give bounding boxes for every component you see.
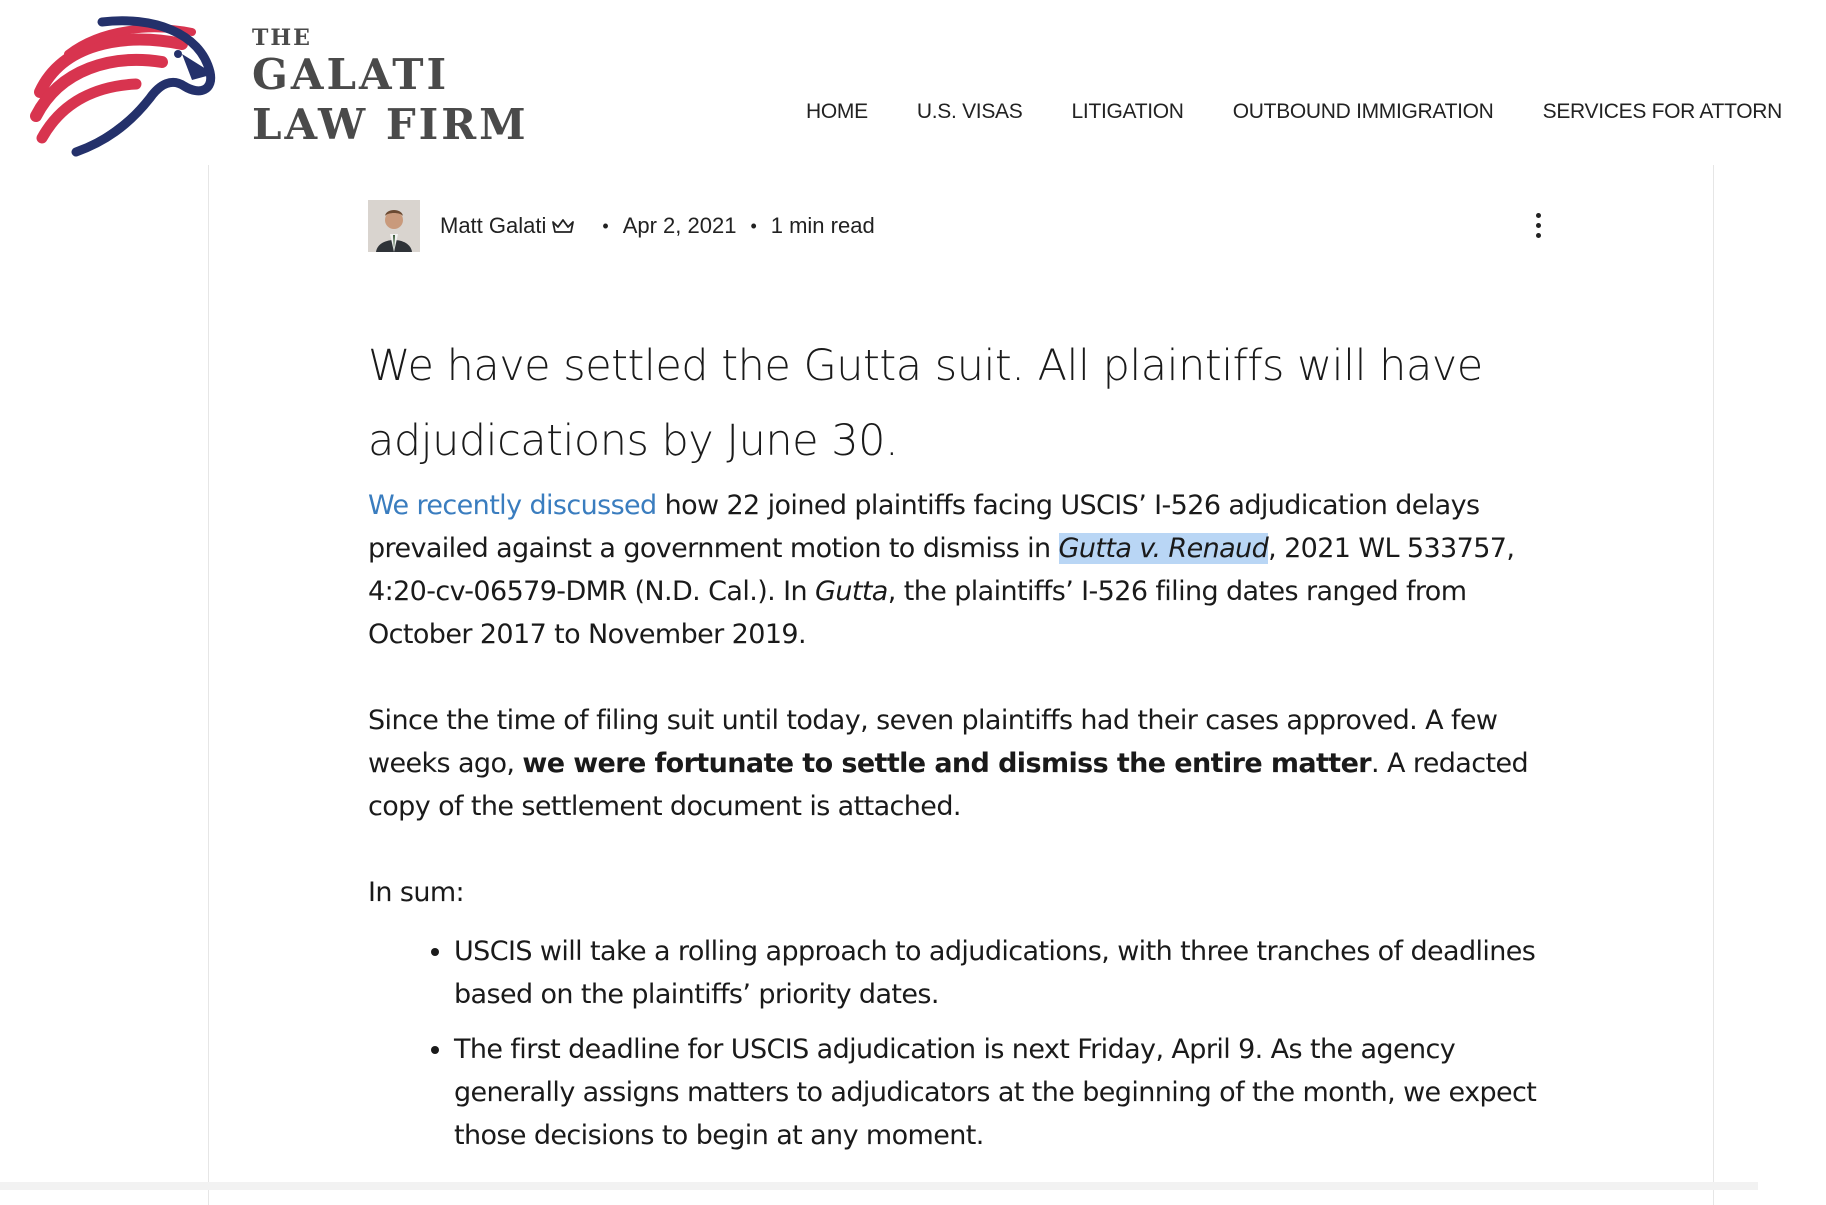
eagle-logo-icon[interactable] (32, 14, 222, 159)
nav-home[interactable]: HOME (806, 100, 868, 123)
avatar[interactable] (368, 200, 420, 252)
brand-wordmark[interactable] (252, 26, 529, 150)
list-item: • USCIS will take a rolling approach to adjudications, with three tranches of deadlines based on the plaintiffs’ priority dates. (454, 930, 1548, 1016)
paragraph-text: . A redacted copy of the settlement document is attached. (368, 748, 1529, 822)
nav-us-visas[interactable]: U.S. VISAS (916, 100, 1023, 123)
paragraph-text: how 22 joined plaintiffs facing USCIS’ I-526 adjudication delays prevailed against a government motion to dismiss in (368, 490, 1480, 564)
brand-the: THE (252, 25, 312, 51)
paragraph-text: , 2021 WL 533757, 4:20-cv-06579-DMR (N.D. Cal.). In (368, 533, 1515, 607)
brand-line-2: LAW FIRM (252, 100, 529, 149)
site-header (0, 0, 1782, 165)
post-meta (368, 200, 875, 252)
post-body (368, 484, 1548, 1169)
post-date: Apr 2, 2021 (622, 213, 737, 238)
meta-separator: • (602, 215, 609, 236)
main-nav (806, 100, 1826, 124)
summary-list (368, 930, 1548, 1157)
post-title: We have settled the Gutta suit. All plaintiffs will have adjudications by June 30. (368, 340, 1483, 466)
author-photo-icon (368, 200, 420, 252)
bold-statement: we were fortunate to settle and dismiss the entire matter (522, 748, 1372, 779)
crown-icon (552, 218, 574, 234)
more-options-icon[interactable] (1526, 210, 1550, 242)
brand-line-1: GALATI (252, 50, 450, 99)
nav-outbound-immigration[interactable]: OUTBOUND IMMIGRATION (1232, 100, 1494, 123)
discussed-link[interactable]: We recently discussed (368, 490, 657, 521)
nav-litigation[interactable]: LITIGATION (1071, 100, 1184, 123)
author-name[interactable]: Matt Galati (440, 213, 547, 238)
case-name-short: Gutta (815, 576, 888, 607)
paragraph-3: In sum: (368, 877, 465, 908)
paragraph-2 (368, 699, 1548, 828)
paragraph-text: Since the time of filing suit until today, seven plaintiffs had their cases approved. A few weeks ago, (368, 705, 1498, 779)
paragraph-text: , the plaintiffs’ I-526 filing dates ranged from October 2017 to November 2019. (368, 576, 1467, 650)
nav-services-for-attorneys[interactable]: SERVICES FOR ATTORN (1542, 100, 1782, 123)
read-time: 1 min read (770, 213, 875, 238)
case-name-highlighted[interactable]: Gutta v. Renaud (1058, 533, 1269, 564)
bottom-bar (0, 1182, 1758, 1190)
list-item: • The first deadline for USCIS adjudication is next Friday, April 9. As the agency generally assigns matters to adjudicators at the beginning of the month, we expect those decisions to begin at any moment. (454, 1028, 1548, 1157)
meta-separator: • (750, 215, 757, 236)
paragraph-1 (368, 484, 1548, 656)
